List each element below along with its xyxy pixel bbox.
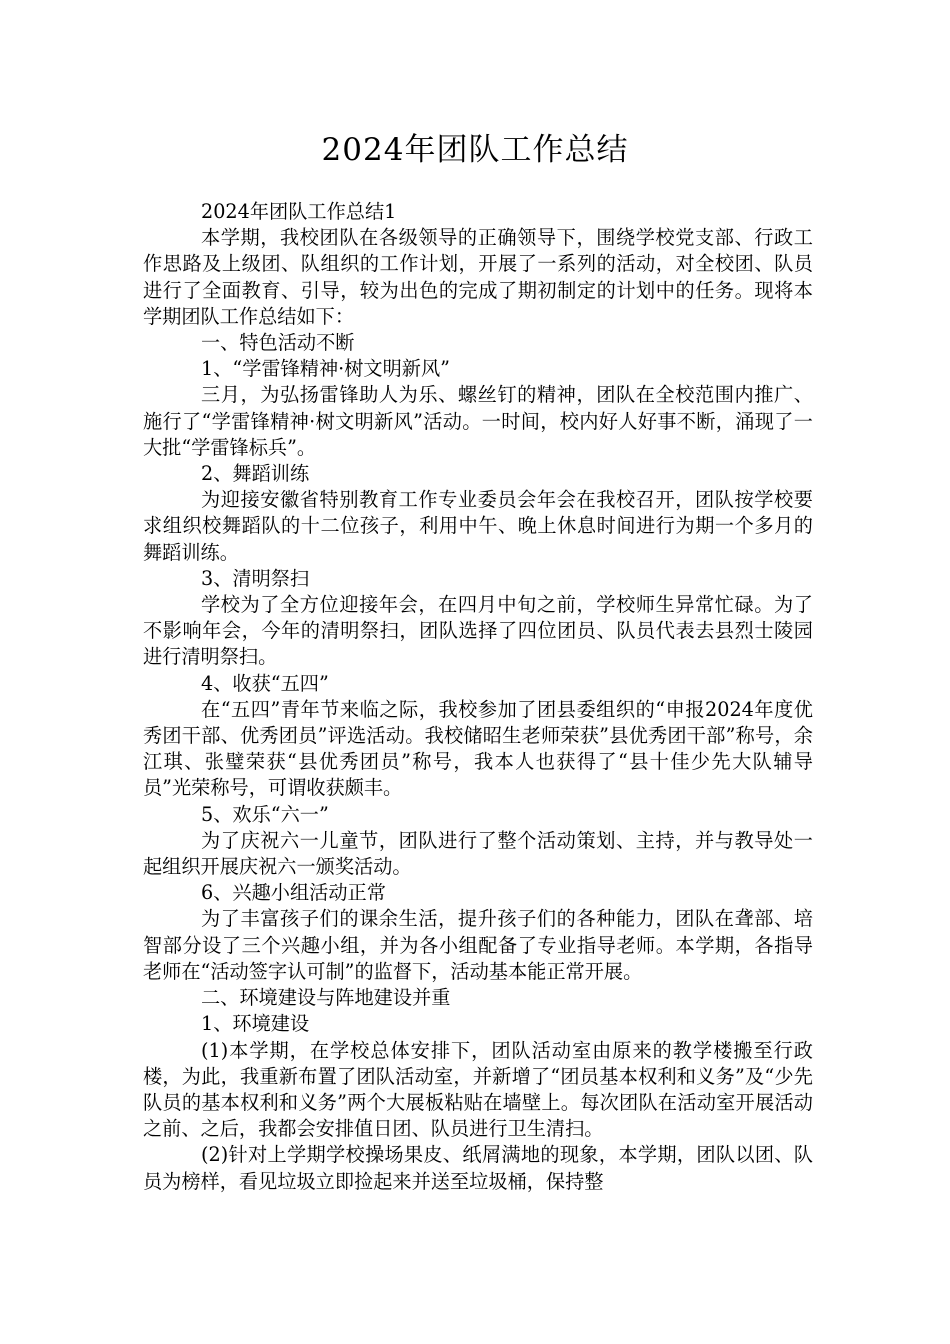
subsection-heading: 2、舞蹈训练 <box>201 462 310 486</box>
body-paragraph: 三月，为弘扬雷锋助人为乐、螺丝钉的精神，团队在全校范围内推广、施行了“学雷锋精神·树文明新风”活动。一时间，校内好人好事不断，涌现了一大批“学雷锋标兵”。 <box>143 383 813 459</box>
body-paragraph: 本学期，我校团队在各级领导的正确领导下，围绕学校党支部、行政工作思路及上级团、队组织的工作计划，开展了一系列的活动，对全校团、队员进行了全面教育、引导，较为出色的完成了期初制定的计划中的任务。现将本学期团队工作总结如下： <box>143 226 813 328</box>
subsection-heading: 5、欢乐“六一” <box>201 802 329 826</box>
body-paragraph: 为迎接安徽省特别教育工作专业委员会年会在我校召开，团队按学校要求组织校舞蹈队的十二位孩子，利用中午、晚上休息时间进行为期一个多月的舞蹈训练。 <box>143 488 813 564</box>
section-heading: 一、特色活动不断 <box>201 331 355 355</box>
body-paragraph: (1)本学期，在学校总体安排下，团队活动室由原来的教学楼搬至行政楼，为此，我重新布置了团队活动室，并新增了“团员基本权利和义务”及“少先队员的基本权利和义务”两个大展板粘贴在墙壁上。每次团队在活动室开展活动之前、之后，我都会安排值日团、队员进行卫生清扫。 <box>143 1038 813 1141</box>
body-paragraph: 2024年团队工作总结1 <box>201 200 397 223</box>
subsection-heading: 6、兴趣小组活动正常 <box>201 881 386 905</box>
subsection-heading: 1、环境建设 <box>201 1012 310 1036</box>
body-paragraph: 为了丰富孩子们的课余生活，提升孩子们的各种能力，团队在聋部、培智部分设了三个兴趣小组，并为各小组配备了专业指导老师。本学期，各指导老师在“活动签字认可制”的监督下，活动基本能正常开展。 <box>143 907 813 983</box>
subsection-heading: 3、清明祭扫 <box>201 566 310 590</box>
body-paragraph: 在“五四”青年节来临之际，我校参加了团县委组织的“申报2024年度优秀团干部、优秀团员”评选活动。我校储昭生老师荣获”县优秀团干部”称号，余江琪、张璧荣获“县优秀团员”称号，我本人也获得了“县十佳少先大队辅导员”光荣称号，可谓收获颇丰。 <box>143 697 813 800</box>
subsection-heading: 4、收获“五四” <box>201 671 329 695</box>
body-paragraph: 为了庆祝六一儿童节，团队进行了整个活动策划、主持，并与教导处一起组织开展庆祝六一颁奖活动。 <box>143 828 813 879</box>
document-title: 2024年团队工作总结 <box>321 132 629 168</box>
body-paragraph: (2)针对上学期学校操场果皮、纸屑满地的现象，本学期，团队以团、队员为榜样，看见垃圾立即捡起来并送至垃圾桶，保持整 <box>143 1143 813 1193</box>
subsection-heading: 1、“学雷锋精神·树文明新风” <box>201 357 450 381</box>
document-body <box>143 199 813 1195</box>
section-heading: 二、环境建设与阵地建设并重 <box>201 986 451 1010</box>
body-paragraph: 学校为了全方位迎接年会，在四月中旬之前，学校师生异常忙碌。为了不影响年会，今年的清明祭扫，团队选择了四位团员、队员代表去县烈士陵园进行清明祭扫。 <box>143 593 813 669</box>
